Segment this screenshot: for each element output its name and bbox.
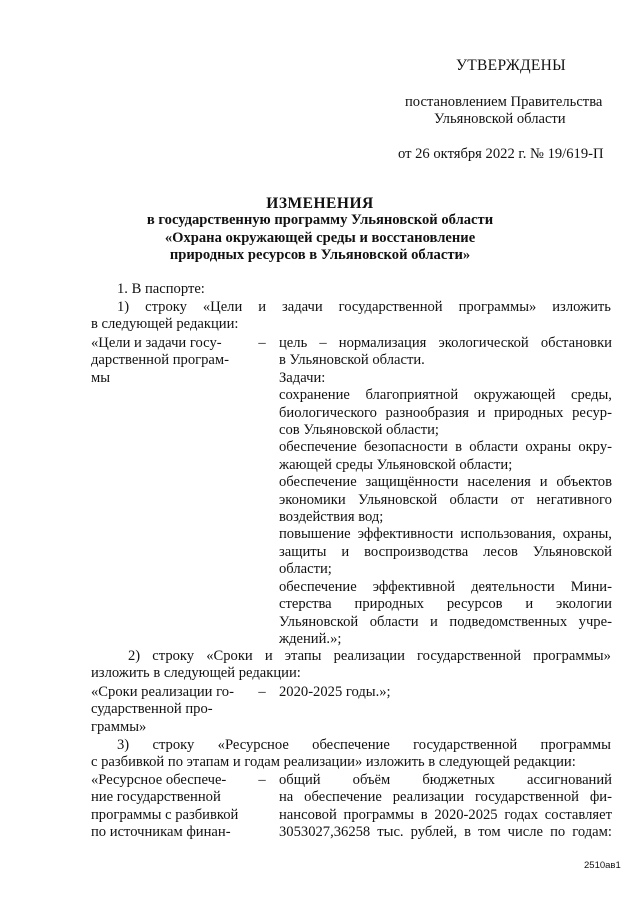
decree-line-1: постановлением Правительства [405, 94, 603, 110]
row-1-value-line [279, 526, 612, 543]
row-1-value-line [279, 387, 612, 404]
row-1-value-line: в Ульяновской области. [279, 352, 425, 369]
row-3-value-word: фи- [589, 789, 612, 806]
document-subtitle-line-3: природных ресурсов в Ульяновской области» [169, 247, 471, 263]
item-1-word: и [258, 299, 267, 315]
row-1-value-word: эффективности [357, 526, 454, 543]
row-1-value-word: в [455, 439, 462, 456]
row-3-value-word: годах [504, 806, 539, 823]
row-3-value-word: общий [279, 772, 321, 788]
item-1-continuation: в следующей редакции: [91, 316, 239, 333]
row-1-value-word: природных [354, 596, 424, 613]
row-1-value-line: сов Ульяновской области; [279, 422, 439, 439]
row-3-value-word: программы [343, 806, 414, 823]
item-2-word: государственной [417, 648, 522, 664]
row-1-value-word: использования, [460, 526, 556, 543]
row-1-value-word: сохранение [279, 387, 350, 404]
item-3-word: государственной [413, 737, 518, 753]
item-3-word: обеспечение [312, 737, 390, 753]
document-subtitle-line-1: в государственную программу Ульяновской области [146, 212, 494, 228]
row-1-value-line: ждений.»; [279, 630, 342, 647]
row-1-value-word: защиты [279, 543, 327, 560]
row-1-value-word: экономики [279, 491, 346, 508]
row-1-value-word: цель [279, 335, 308, 351]
row-1-value-line [279, 614, 612, 631]
item-1-word: задачи [281, 299, 323, 315]
approved-label: УТВЕРЖДЕНЫ [456, 57, 566, 74]
row-2-dash: – [258, 684, 266, 700]
row-1-label-line: мы [91, 369, 111, 386]
item-3-word: «Ресурсное [217, 737, 289, 753]
row-2-label [91, 684, 259, 736]
row-3-value-word: годам: [572, 824, 612, 841]
item-3-word: строку [152, 737, 195, 753]
row-1-label-line: «Цели и задачи госу- [91, 335, 222, 351]
item-3-first-line [91, 737, 611, 754]
row-1-label-line: дарственной програм- [91, 352, 229, 369]
row-1-value-word: эффективной [372, 578, 456, 595]
row-1-value-word: – [319, 335, 327, 351]
row-3-value-word: 3053027,36258 [279, 824, 371, 841]
row-3-value-word: реализации [392, 789, 465, 806]
row-1-value-word: охраны, [562, 526, 612, 543]
row-2-label-line: «Сроки реализации го- [91, 684, 234, 700]
item-3-word: программы [540, 737, 611, 753]
row-1-value-word: ресурсов [446, 596, 503, 613]
row-3-label [91, 772, 259, 842]
row-2-value [279, 684, 612, 701]
row-1-value-word: Ульяновской [279, 613, 359, 630]
row-2-label-line: сударственной про- [91, 701, 213, 718]
row-3-value-word: по [550, 824, 566, 841]
row-1-value-line: области; [279, 561, 332, 578]
row-1-value-word: экологической [438, 335, 529, 351]
document-code: 2510ав1 [584, 860, 621, 871]
row-1-value-line [279, 474, 612, 491]
row-1-value-word: от [510, 491, 525, 508]
row-1-value-word: обеспечение [279, 439, 357, 456]
row-1-value-line [279, 579, 612, 596]
item-2-word: этапы [284, 648, 322, 664]
row-3-value-word: на [279, 789, 294, 806]
item-2-continuation: изложить в следующей редакции: [91, 665, 301, 682]
item-2-word: реализации [333, 648, 405, 664]
row-3-value-line [279, 772, 612, 789]
item-1-word: изложить [552, 299, 611, 315]
row-3-value-word: числе [507, 824, 544, 841]
row-3-value [279, 772, 612, 842]
row-3-value-word: объём [352, 772, 391, 788]
row-1-value-line [279, 335, 612, 352]
item-1-word: 1) [117, 299, 130, 315]
row-3-value-word: 2020-2025 [434, 806, 498, 823]
item-1-first-line [91, 299, 611, 316]
item-3-continuation: с разбивкой по этапам и годам реализации» изложить в следующей редакции: [91, 754, 576, 771]
row-3-value-word: бюджетных [422, 772, 495, 788]
row-1-value-word: экологии [556, 596, 612, 613]
item-2-word: «Сроки [206, 648, 253, 664]
item-2-word: программы» [533, 648, 611, 664]
row-1-value-word: и [525, 596, 534, 613]
document-title: ИЗМЕНЕНИЯ [266, 195, 374, 212]
row-1-value-word: безопасности [364, 439, 448, 456]
row-1-value [279, 335, 612, 648]
item-2-paragraph [91, 648, 611, 683]
row-1-value-line: Задачи: [279, 369, 326, 386]
row-3-label-line: ние государственной [91, 789, 221, 806]
section-intro: 1. В паспорте: [117, 281, 205, 297]
row-1-value-word: подведомственных [449, 613, 568, 630]
row-1-value-word: среды, [571, 387, 612, 404]
row-3-value-word: государственной [474, 789, 579, 806]
item-2-word: и [264, 648, 273, 664]
row-1-value-word: лесов [483, 543, 518, 560]
row-1-value-line [279, 439, 612, 456]
row-1-dash: – [258, 335, 266, 351]
item-3-word: 3) [117, 737, 130, 753]
row-1-value-line [279, 405, 612, 422]
row-1-value-word: воспроизводства [364, 543, 469, 560]
item-3-paragraph [91, 737, 611, 772]
row-1-value-line [279, 596, 612, 613]
row-1-value-word: охраны [525, 439, 572, 456]
item-2-word: 2) [128, 648, 141, 664]
row-1-value-word: обеспечение [279, 578, 357, 595]
row-1-value-word: и [477, 404, 486, 421]
row-1-value-word: благоприятной [365, 387, 459, 404]
item-1-word: «Цели [202, 299, 243, 315]
item-1-word: строку [145, 299, 187, 315]
row-3-value-line [279, 824, 612, 841]
row-2-value-text: 2020-2025 годы.»; [279, 684, 391, 700]
row-1-value-word: учре- [578, 613, 612, 630]
row-3-value-word: тыс. [377, 824, 404, 841]
row-3-value-word: ассигнований [527, 772, 612, 788]
row-3-value-word: том [478, 824, 501, 841]
row-1-value-word: и [430, 613, 438, 630]
row-3-value-word: обеспечение [304, 789, 382, 806]
row-1-value-word: защищённости [365, 474, 459, 491]
row-1-value-line [279, 544, 612, 561]
row-1-value-word: нормализация [338, 335, 427, 351]
row-1-value-word: области [369, 613, 419, 630]
row-3-value-line [279, 789, 612, 806]
item-1-paragraph [91, 299, 611, 334]
row-1-value-word: области [449, 491, 499, 508]
row-1-label [91, 335, 259, 387]
row-3-value-word: в [420, 806, 428, 823]
document-subtitle-line-2: «Охрана окружающей среды и восстановление [164, 230, 476, 246]
row-1-value-word: и [539, 474, 548, 491]
row-1-value-word: населения [467, 474, 531, 491]
row-3-value-word: рублей, [410, 824, 458, 841]
row-1-value-line: воздействия вод; [279, 509, 384, 526]
row-1-value-word: деятельности [471, 578, 555, 595]
row-1-value-word: окру- [578, 439, 612, 456]
item-2-first-line [91, 648, 611, 665]
row-3-value-word: в [464, 824, 472, 841]
row-1-value-word: разнообразия [385, 404, 469, 421]
item-1-word: программы» [458, 299, 537, 315]
row-3-dash: – [258, 772, 266, 788]
row-1-value-word: природных [494, 404, 564, 421]
row-1-value-word: обстановки [540, 335, 612, 351]
row-1-value-word: области [469, 439, 519, 456]
item-1-word: государственной [338, 299, 443, 315]
row-1-value-line: жающей среды Ульяновской области; [279, 456, 513, 473]
row-1-value-word: объектов [556, 474, 612, 491]
row-3-label-line: программы с разбивкой [91, 806, 239, 823]
row-1-value-line [279, 492, 612, 509]
row-1-value-word: негативного [536, 491, 612, 508]
row-1-value-word: Ульяновской [532, 543, 612, 560]
decree-date-number: от 26 октября 2022 г. № 19/619-П [398, 146, 604, 162]
row-1-value-word: Ульяновской [358, 491, 438, 508]
row-1-value-word: ресур- [572, 404, 612, 421]
row-1-value-word: и [341, 543, 350, 560]
row-1-value-word: биологического [279, 404, 377, 421]
row-1-value-word: Мини- [570, 578, 612, 595]
row-3-value-line [279, 807, 612, 824]
decree-line-2: Ульяновской области [434, 111, 566, 127]
row-1-value-word: стерства [279, 596, 332, 613]
row-3-label-line: «Ресурсное обеспече- [91, 772, 227, 788]
row-2-label-line: граммы» [91, 718, 147, 735]
item-2-word: строку [152, 648, 195, 664]
row-3-value-word: нансовой [279, 806, 337, 823]
row-1-value-word: окружающей [473, 387, 556, 404]
row-1-value-word: повышение [279, 526, 351, 543]
row-1-value-word: обеспечение [279, 474, 357, 491]
row-3-value-word: составляет [544, 806, 612, 823]
row-3-label-line: по источникам финан- [91, 824, 231, 841]
